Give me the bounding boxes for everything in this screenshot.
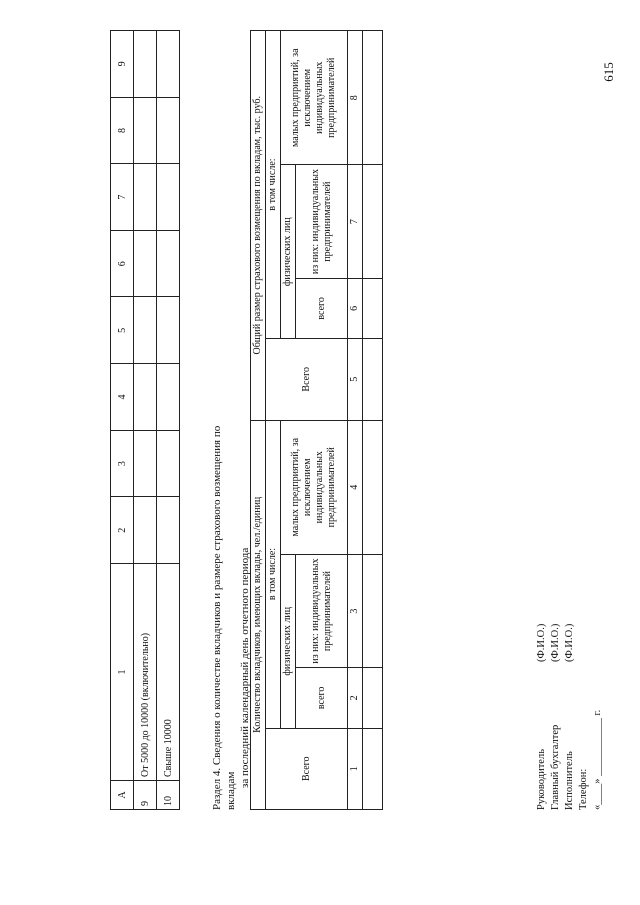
- group-header-amount: Общий размер страхового возмещения по вкладам, тыс. руб.: [251, 31, 266, 421]
- signature-label: Главный бухгалтер: [550, 724, 561, 810]
- of-them-label: из них: индивидуальных предпринимателей: [296, 554, 348, 667]
- col-number: 1: [348, 728, 363, 809]
- col-number: 8: [348, 31, 363, 165]
- header-cell: 7: [111, 164, 134, 231]
- section-title-line: за последний календарный день отчетного периода: [239, 547, 251, 788]
- signature-row: [535, 623, 549, 810]
- all-label: всего: [296, 668, 348, 728]
- col-total: Всего: [266, 339, 348, 420]
- col-number: 2: [348, 668, 363, 728]
- page-number: 615: [600, 62, 616, 82]
- col-number: 4: [348, 420, 363, 554]
- incl-label: в том числе:: [266, 420, 281, 728]
- row-label: Свыше 10000: [157, 564, 180, 781]
- phys-label: физических лиц: [281, 165, 296, 339]
- group-header-count: Количество вкладчиков, имеющих вклады, чел./единиц: [251, 420, 266, 809]
- signature-row: [549, 623, 563, 810]
- small-label: малых предприятий, за исключением индивидуальных предпринимателей: [281, 31, 348, 165]
- header-cell: А: [111, 781, 134, 810]
- header-cell: 3: [111, 430, 134, 497]
- header-cell: 6: [111, 230, 134, 297]
- signature-fio: (Ф.И.О.): [536, 623, 547, 662]
- of-them-label: из них: индивидуальных предпринимателей: [296, 165, 348, 278]
- table-row: [157, 31, 180, 810]
- all-label: всего: [296, 278, 348, 338]
- col-number: 6: [348, 278, 363, 338]
- table-row: [111, 31, 134, 810]
- table-top: [110, 30, 180, 810]
- row-label: От 5000 до 10000 (включительно): [134, 564, 157, 781]
- col-number: 5: [348, 339, 363, 420]
- col-total: Всего: [266, 728, 348, 809]
- phone-label: Телефон:: [578, 768, 589, 810]
- small-label: малых предприятий, за исключением индивидуальных предпринимателей: [281, 420, 348, 554]
- signature-label: Руководитель: [536, 749, 547, 810]
- section-title: [210, 390, 252, 810]
- phys-label: физических лиц: [281, 554, 296, 728]
- header-cell: 5: [111, 297, 134, 364]
- signature-fio: (Ф.И.О.): [550, 623, 561, 662]
- signature-row: [563, 623, 577, 810]
- table-bottom: [250, 30, 383, 810]
- section-title-line: Раздел 4. Сведения о количестве вкладчиков и размере страхового возмещения по вкладам: [211, 425, 237, 810]
- header-cell: 8: [111, 97, 134, 164]
- col-number: 3: [348, 554, 363, 667]
- date-line: «____» ___________ г.: [592, 709, 603, 810]
- signature-label: Исполнитель: [564, 751, 575, 810]
- row-number: 10: [157, 781, 180, 810]
- col-number: 7: [348, 165, 363, 278]
- incl-label: в том числе:: [266, 31, 281, 339]
- signature-block: [535, 623, 605, 810]
- header-cell: 1: [111, 564, 134, 781]
- header-cell: 4: [111, 364, 134, 431]
- row-number: 9: [134, 781, 157, 810]
- header-cell: 9: [111, 31, 134, 98]
- rotated-page: [80, 20, 640, 850]
- table-row: [134, 31, 157, 810]
- header-cell: 2: [111, 497, 134, 564]
- signature-fio: (Ф.И.О.): [564, 623, 575, 662]
